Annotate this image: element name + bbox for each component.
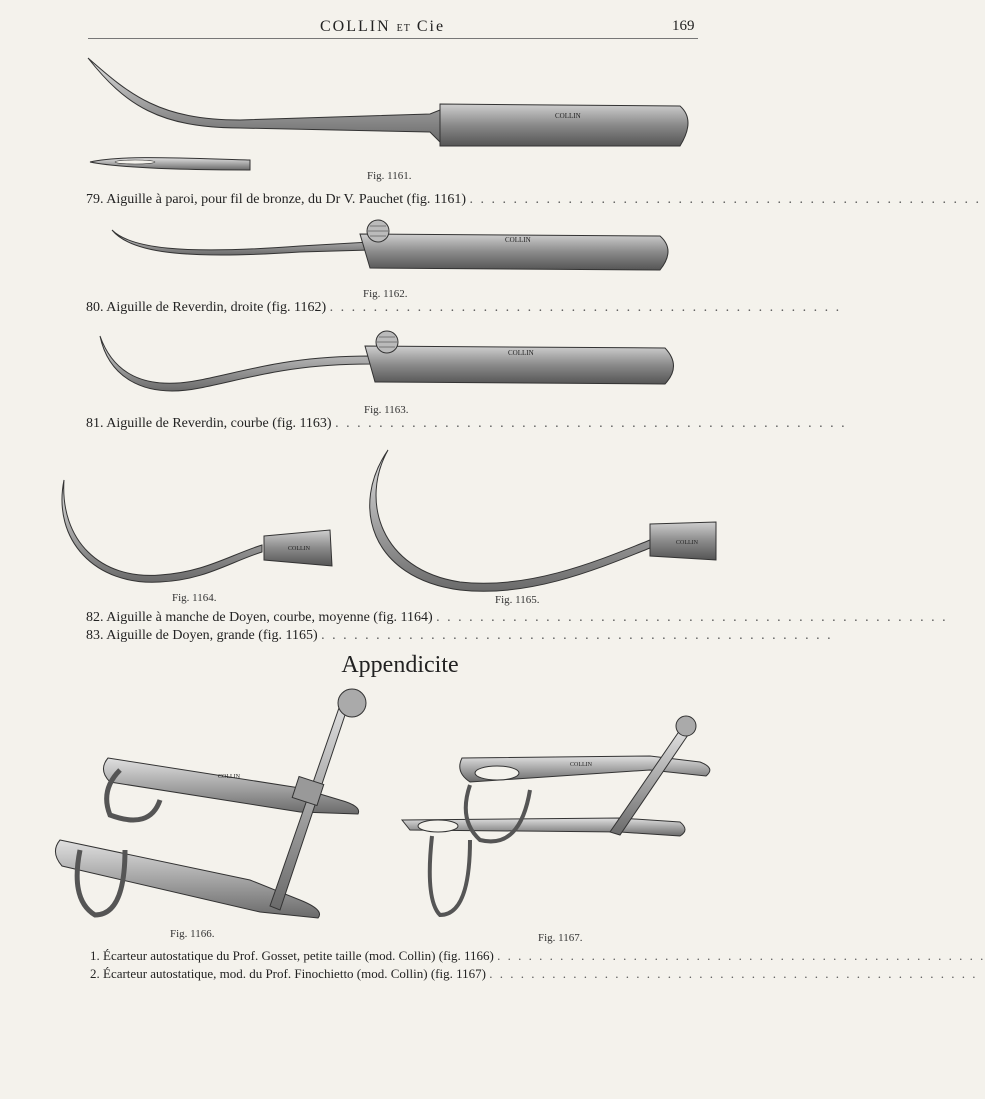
list-item	[90, 948, 985, 964]
retractor-fig-1166	[55, 689, 366, 918]
needle-fig-1162	[112, 220, 668, 270]
section-title: Appendicite	[341, 652, 459, 678]
item-number: 83.	[86, 628, 104, 643]
item-text: Aiguille de Reverdin, droite (fig. 1162)	[106, 300, 327, 315]
header-title: COLLIN	[320, 18, 391, 35]
item-text: Écarteur autostatique du Prof. Gosset, petite taille (mod. Collin) (fig. 1166)	[103, 948, 494, 963]
caption-fig-1166: Fig. 1166.	[170, 928, 215, 940]
needle-fig-1163	[100, 331, 674, 391]
leader-dots: . . . . . . . . . . . . . . . . . . . . . . . . . . . . . . . . . . . . . . . . . . . . . . .	[497, 948, 985, 963]
item-number: 80.	[86, 300, 104, 315]
list-item	[86, 192, 982, 208]
list-item	[86, 628, 833, 644]
list-item	[86, 300, 842, 316]
leader-dots: . . . . . . . . . . . . . . . . . . . . . . . . . . . . . . . . . . . . . . . . . . . . . . .	[436, 610, 948, 625]
caption-fig-1163: Fig. 1163.	[364, 404, 409, 416]
caption-fig-1165: Fig. 1165.	[495, 594, 540, 606]
caption-fig-1162: Fig. 1162.	[363, 288, 408, 300]
needle-fig-1161	[88, 58, 688, 170]
item-text: Aiguille à paroi, pour fil de bronze, du Dr V. Pauchet (fig. 1161)	[106, 192, 467, 207]
leader-dots: . . . . . . . . . . . . . . . . . . . . . . . . . . . . . . . . . . . . . . . . . . . . . . .	[469, 192, 982, 207]
list-item	[90, 966, 978, 982]
item-number: 82.	[86, 610, 104, 625]
leader-dots: . . . . . . . . . . . . . . . . . . . . . . . . . . . . . . . . . . . . . . . . . . . . . . .	[335, 416, 847, 431]
retractor-fig-1167	[402, 716, 710, 915]
page-number: 169	[672, 18, 695, 34]
handle-stamp: COLLIN	[505, 236, 531, 244]
caption-fig-1164: Fig. 1164.	[172, 592, 217, 604]
handle-stamp: COLLIN	[508, 349, 534, 357]
item-number: 2.	[90, 966, 100, 981]
needle-fig-1165	[370, 450, 716, 591]
leader-dots: . . . . . . . . . . . . . . . . . . . . . . . . . . . . . . . . . . . . . . . . . . . . . . .	[321, 628, 833, 643]
leader-dots: . . . . . . . . . . . . . . . . . . . . . . . . . . . . . . . . . . . . . . . . . . . . . . .	[329, 300, 842, 315]
header-cie: Cie	[416, 18, 446, 35]
list-item	[86, 416, 847, 432]
handle-stamp: COLLIN	[288, 546, 310, 552]
list-item	[86, 610, 948, 626]
handle-stamp: COLLIN	[570, 762, 592, 768]
item-number: 79.	[86, 192, 104, 207]
item-number: 81.	[86, 416, 104, 431]
caption-fig-1161: Fig. 1161.	[367, 170, 412, 182]
needle-fig-1164	[62, 480, 332, 582]
caption-fig-1167: Fig. 1167.	[538, 932, 583, 944]
item-text: Aiguille de Reverdin, courbe (fig. 1163)	[106, 416, 332, 431]
item-text: Aiguille de Doyen, grande (fig. 1165)	[106, 628, 318, 643]
handle-stamp: COLLIN	[218, 774, 240, 780]
item-text: Écarteur autostatique, mod. du Prof. Finochietto (mod. Collin) (fig. 1167)	[103, 966, 486, 981]
header-et: ET	[396, 23, 411, 34]
handle-stamp: COLLIN	[555, 112, 581, 120]
leader-dots: . . . . . . . . . . . . . . . . . . . . . . . . . . . . . . . . . . . . . . . . . . . . . . .	[489, 966, 978, 981]
item-number: 1.	[90, 948, 100, 963]
item-text: Aiguille à manche de Doyen, courbe, moyenne (fig. 1164)	[106, 610, 433, 625]
handle-stamp: COLLIN	[676, 540, 698, 546]
